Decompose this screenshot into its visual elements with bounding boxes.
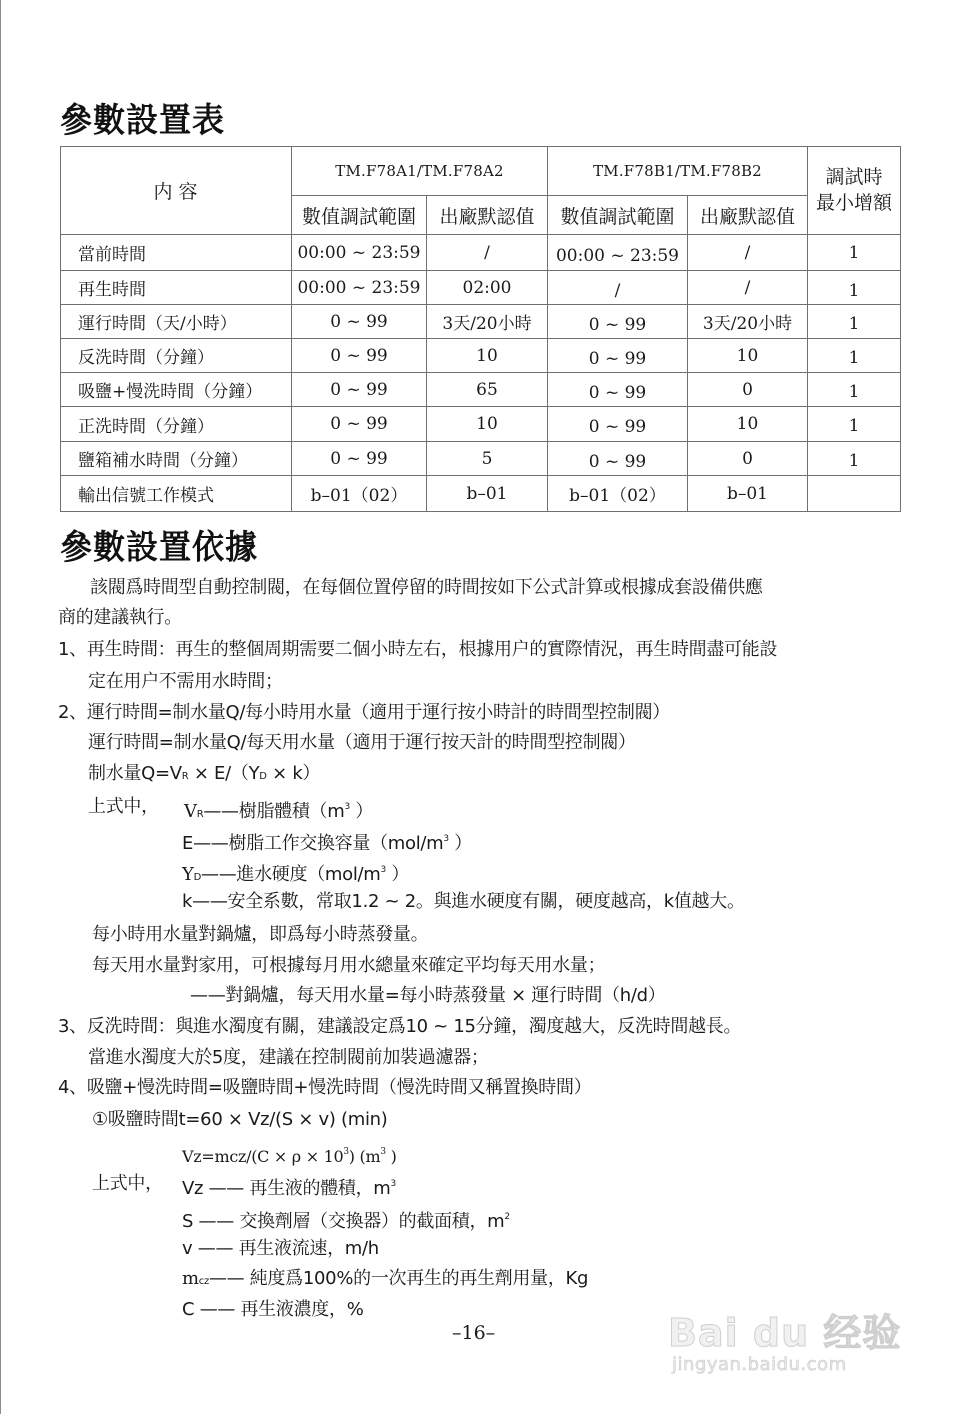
paren: ） [448,833,472,854]
row-a-default: 10 [427,339,548,373]
paren: ） [349,801,374,822]
var-subscript: D [193,872,201,883]
var-desc: —— 純度爲100%的一次再生的再生劑用量，Kg [208,1268,589,1289]
row-b-default: b–01 [688,476,808,512]
row-b-range: b–01（02） [548,476,688,512]
superscript: 3 [380,1147,386,1157]
row-item: 反洗時間（分鐘） [60,339,292,373]
row-item: 運行時間（天/小時） [60,305,292,339]
row-b-default: 3天/20小時 [688,305,808,339]
var-symbol: m [182,1268,199,1289]
item4-line1: 4、吸鹽+慢洗時間=吸鹽時間+慢洗時間（慢洗時間又稱置換時間） [58,1077,592,1098]
item2-line1: 2、運行時間=制水量Q/每小時用水量（適用于運行按小時計的時間型控制閥） [58,702,670,723]
page-edge-rule [0,0,1,1414]
var-vr [184,795,373,827]
var-symbol: Y [182,864,194,885]
superscript: 2 [504,1212,510,1222]
row-item: 再生時間 [60,271,292,305]
item1-line1: 1、再生時間：再生的整個周期需要二個小時左右，根據用户的實際情況，再生時間盡可能設 [58,639,778,660]
row-b-default: 10 [688,407,808,442]
row-item: 正洗時間（分鐘） [60,407,292,442]
superscript: 3 [343,1147,349,1157]
formula-part: ) [385,1147,397,1166]
formula-part: Vz=mcz/(C × ρ × 10 [182,1147,344,1166]
item3-line2: 當進水濁度大於5度，建議在控制閥前加裝過濾器； [88,1047,489,1068]
row-b-range: 00:00 ~ 23:59 [548,235,688,271]
note-hourly: 每小時用水量對鍋爐，即爲每小時蒸發量。 [92,924,429,945]
formula-part: × E/（Y [188,763,260,784]
header-min-increment [808,146,901,235]
var-vz [182,1172,396,1201]
row-b-range: 0 ~ 99 [548,407,688,442]
var-symbol: V [184,801,197,822]
row-a-default: 10 [427,407,548,442]
row-a-range: 0 ~ 99 [292,442,427,476]
superscript: 3 [443,834,449,844]
intro-paragraph-line1: 該閥爲時間型自動控制閥，在每個位置停留的時間按如下公式計算或根據成套設備供應 [90,577,763,598]
row-b-range: 0 ~ 99 [548,339,688,373]
row-min-increment: 1 [808,442,901,476]
var-subscript: cz [198,1276,209,1287]
row-min-increment: 1 [808,235,901,271]
header-a-default: 出廠默認值 [427,196,548,235]
row-a-range: 00:00 ~ 23:59 [292,271,427,305]
row-a-range: 0 ~ 99 [292,407,427,442]
var-k: k——安全系數，常取1.2 ~ 2。與進水硬度有關，硬度越高，k值越大。 [182,891,745,912]
var-desc: S —— 交換劑層（交換器）的截面積，m [182,1211,505,1232]
item2-formula [88,762,320,789]
header-a-range: 數值調試範圍 [292,196,427,235]
row-b-range: 0 ~ 99 [548,305,688,339]
formula-part: ) (m [348,1147,381,1166]
var-yd [182,858,409,890]
row-min-increment: 1 [808,373,901,407]
row-b-default: / [688,271,808,305]
var-s [182,1205,510,1234]
row-a-range: 0 ~ 99 [292,305,427,339]
header-model-b: TM.F78B1/TM.F78B2 [548,146,808,196]
row-a-default: 5 [427,442,548,476]
superscript: 3 [380,865,386,875]
section-title-parameter-table: 參數設置表 [60,100,226,140]
intro-paragraph-line2: 商的建議執行。 [58,607,182,628]
row-a-range: 00:00 ~ 23:59 [292,235,427,271]
where-label-2: 上式中， [92,1173,163,1194]
item4-formula2 [182,1140,397,1169]
superscript: 3 [344,802,350,812]
var-desc: ——進水硬度（mol/m [201,864,381,885]
formula-subscript: R [181,771,189,782]
row-min-increment: 1 [808,271,901,305]
formula-part: × k） [266,763,321,784]
baidu-watermark [668,1312,908,1392]
var-desc: ——樹脂體積（m [203,801,345,822]
item2-line2: 運行時間=制水量Q/每天用水量（適用于運行按天計的時間型控制閥） [88,732,636,753]
header-min-increment-line1: 調試時 [825,166,883,188]
row-item: 輸出信號工作模式 [60,476,292,512]
header-min-increment-line2: 最小增額 [815,192,892,214]
row-b-range: / [548,271,688,305]
header-content: 内 容 [60,146,292,235]
row-a-default: / [427,235,548,271]
item3-line1: 3、反洗時間：與進水濁度有關，建議設定爲10 ~ 15分鐘，濁度越大，反洗時間越長。 [58,1016,742,1037]
row-a-default: 65 [427,373,548,407]
row-a-range: 0 ~ 99 [292,373,427,407]
row-b-default: / [688,235,808,271]
parameter-table [60,146,901,512]
row-b-range: 0 ~ 99 [548,442,688,476]
row-a-default: 02:00 [427,271,548,305]
var-v: v —— 再生液流速，m/h [182,1238,379,1259]
note-daily: 每天用水量對家用，可根據每月用水總量來確定平均每天用水量； [92,955,606,976]
row-b-default: 10 [688,339,808,373]
header-b-default: 出廠默認值 [688,196,808,235]
formula-part: 制水量Q=V [88,763,182,784]
row-b-default: 0 [688,442,808,476]
watermark-logo: Bai du 经验 [668,1311,902,1355]
header-model-a: TM.F78A1/TM.F78A2 [292,146,548,196]
watermark-url: jingyan.baidu.com [672,1354,847,1375]
row-a-default: 3天/20小時 [427,305,548,339]
var-desc: Vz —— 再生液的體積，m [182,1178,391,1199]
row-item: 鹽箱補水時間（分鐘） [60,442,292,476]
item4-formula1: ①吸鹽時間t=60 × Vz/(S × v) (min) [92,1109,388,1130]
var-desc: E——樹脂工作交換容量（mol/m [182,833,444,854]
row-min-increment: 1 [808,339,901,373]
formula-subscript: D [259,771,267,782]
var-e [182,827,472,856]
row-item: 當前時間 [60,235,292,271]
row-a-default: b–01 [427,476,548,512]
row-b-range: 0 ~ 99 [548,373,688,407]
where-label: 上式中， [88,796,159,817]
var-subscript: R [196,809,204,820]
superscript: 3 [390,1179,396,1189]
row-min-increment: 1 [808,305,901,339]
section-title-parameter-basis: 參數設置依據 [60,527,259,567]
row-item: 吸鹽+慢洗時間（分鐘） [60,373,292,407]
item1-line2: 定在用户不需用水時間； [88,671,283,692]
header-b-range: 數值調試範圍 [548,196,688,235]
row-a-range: b–01（02） [292,476,427,512]
row-min-increment [808,476,901,512]
paren: ） [385,864,410,885]
var-mcz [182,1267,588,1294]
var-c: C —— 再生液濃度，% [182,1299,364,1320]
page-number: –16– [452,1322,496,1344]
row-a-range: 0 ~ 99 [292,339,427,373]
note-boiler: ——對鍋爐，每天用水量=每小時蒸發量 × 運行時間（h/d） [190,985,666,1006]
row-b-default: 0 [688,373,808,407]
row-min-increment: 1 [808,407,901,442]
